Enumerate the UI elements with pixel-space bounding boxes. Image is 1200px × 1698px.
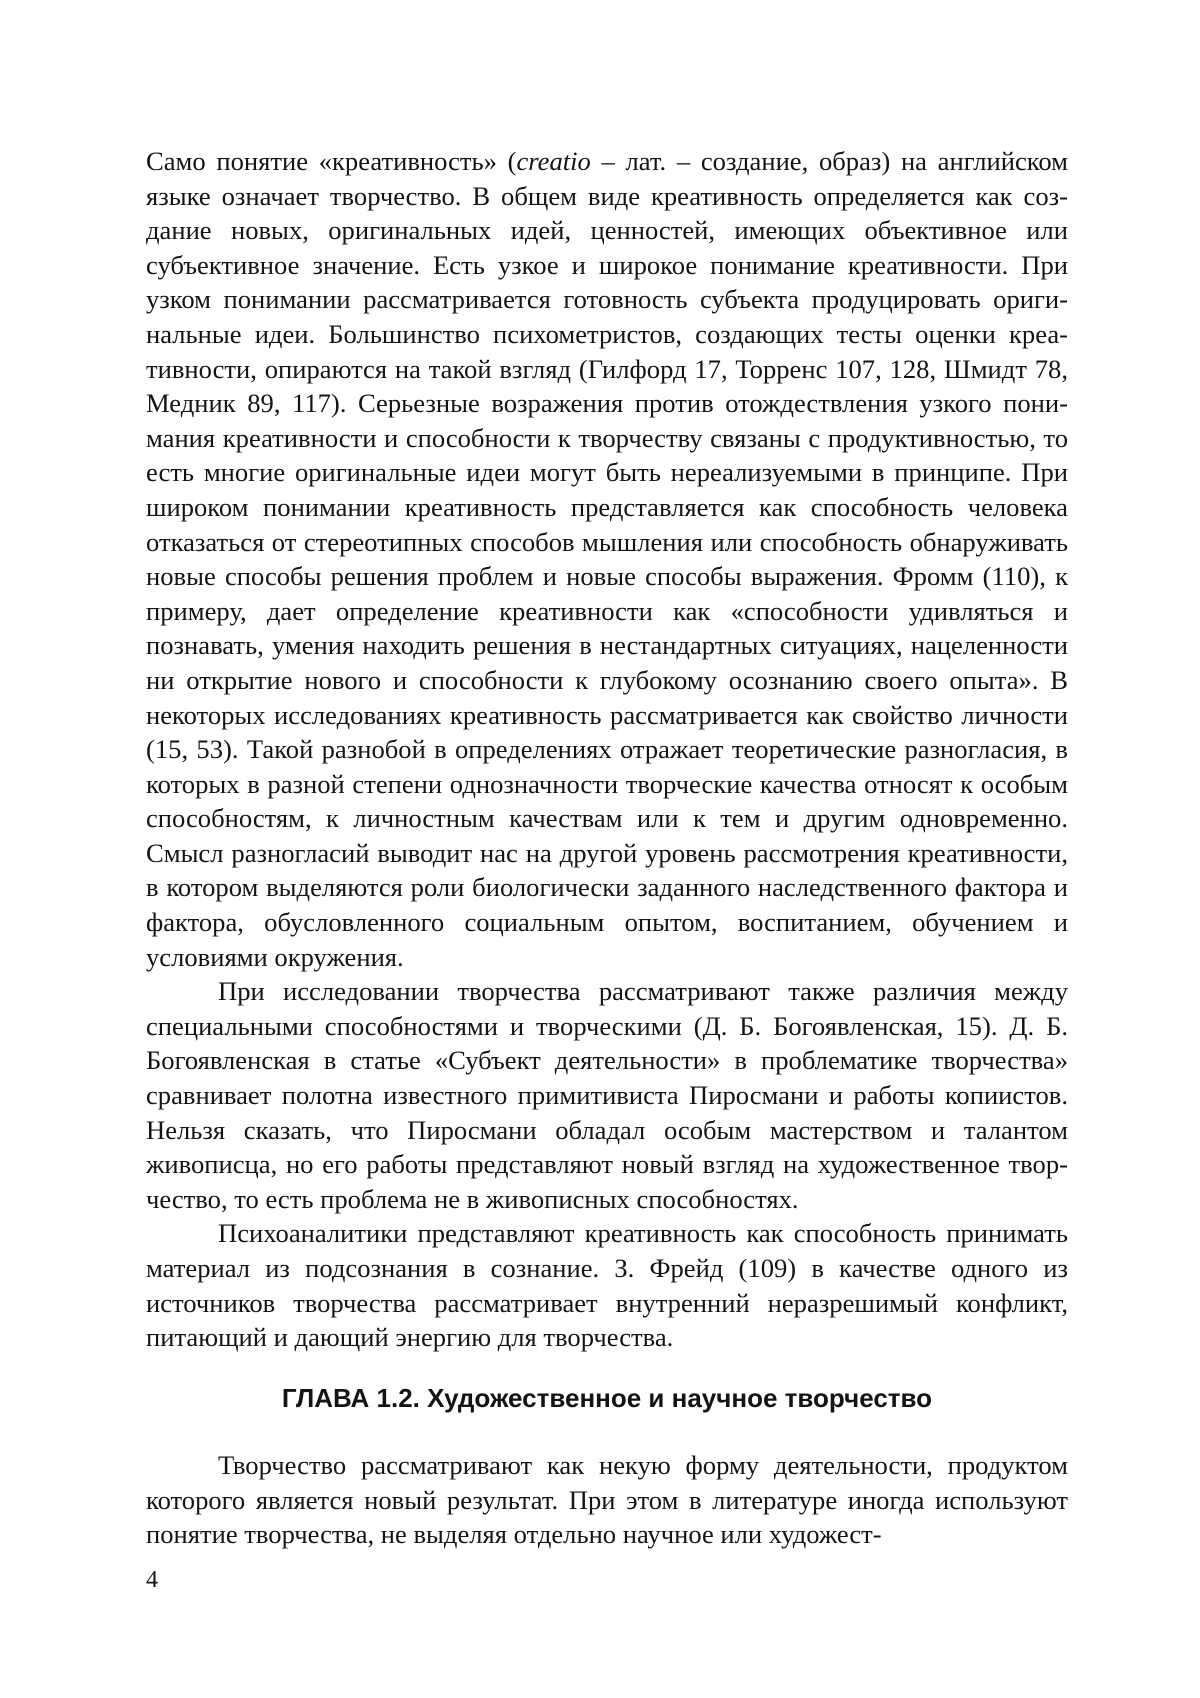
latin-term: creatio: [516, 146, 590, 176]
paragraph-special-abilities: При исследовании творчества рассматривают также различия между специальными способностями и творческими (Д. Б. Богоявленская, 15). Д. Б. Богоявленская в статье «Субъект деятельности» в проблематике творчест­ва» сравнивает полотна известного примитивиста Пиросмани и работы копии­стов. Нельзя сказать, что Пиросмани обладал особым мастерством и талантом живописца, но его работы представляют новый взгляд на художественное твор­чество, то есть проблема не в живописных способностях.: [146, 974, 1068, 1216]
chapter-heading: ГЛАВА 1.2. Художественное и научное творчество: [146, 1381, 1068, 1415]
document-page: [0, 0, 1200, 1698]
body-text-block-2: [146, 1448, 1068, 1552]
paragraph-creativity-definition: [146, 144, 1068, 974]
body-text-block: [146, 144, 1068, 1355]
paragraph-creativity-activity: Творчество рассматривают как некую форму деятельности, продук­том которого является новый результат. При этом в литературе иногда ис­пользуют понятие творчества, не выделяя отдельно научное или художест-: [146, 1448, 1068, 1552]
paragraph-creativity-definition-rest: – лат. – создание, образ) на английском языке означает творчество. В общем виде креативность определяется как соз­дание новых, оригинальных идей, ценностей, имеющих объективное или субъективное значение. Есть узкое и широкое понимание креативности. При узком понимании рассматривается готовность субъекта продуцировать ориги­нальные идеи. Большинство психометристов, создающих тесты оценки креа­тивности, опираются на такой взгляд (Гилфорд 17, Торренс 107, 128, Шмидт 78, Медник 89, 117). Серьезные возражения против отождествления узкого пони­мания креативности и способности к творчеству связаны с продуктивностью, то есть многие оригинальные идеи могут быть нереализуемыми в принципе. При широком понимании креативность представляется как способность человека отказаться от стереотипных способов мышления или способность обнаружи­вать новые способы решения проблем и новые способы выражения. Фромм (110), к примеру, дает определение креативности как «способности удивляться и познавать, умения находить решения в нестандартных ситуациях, нацелен­ности ни открытие нового и способности к глубокому осознанию своего опы­та». В некоторых исследованиях креативность рассматривается как свойство личности (15, 53). Такой разнобой в определениях отражает теоретические разногласия, в которых в разной степени однозначности творческие качества относят к особым способностям, к личностным качествам или к тем и другим одновременно. Смысл разногласий выводит нас на другой уровень рассмотре­ния креативности, в котором выделяются роли биологически заданного на­следственного фактора и фактора, обусловленного социальным опытом, вос­питанием, обучением и условиями окружения.: [146, 146, 1068, 972]
paragraph-creativity-definition-start: Само понятие «креативность» (: [146, 146, 516, 176]
page-number: 4: [146, 1566, 158, 1594]
paragraph-psychoanalysts: Психоаналитики представляют креативность как способность при­нимать материал из подсознания в сознание. З. Фрейд (109) в качестве од­ного из источников творчества рассматривает внутренний неразрешимый конфликт, питающий и дающий энергию для творчества.: [146, 1216, 1068, 1354]
